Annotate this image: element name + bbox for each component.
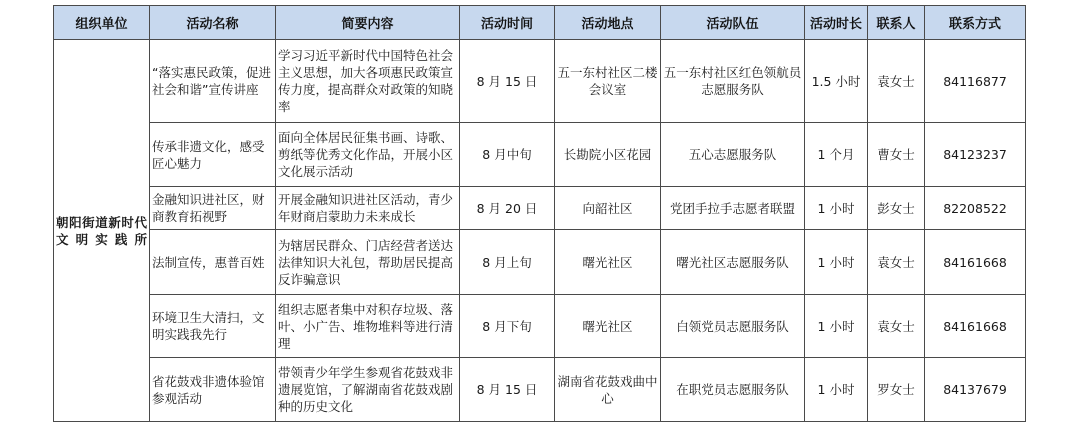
activity-name-cell: 法制宣传，惠普百姓 bbox=[150, 230, 276, 295]
place-cell: 湖南省花鼓戏曲中心 bbox=[555, 358, 661, 422]
phone-cell: 82208522 bbox=[925, 187, 1026, 230]
time-cell: 8 月下旬 bbox=[460, 295, 555, 358]
header-unit: 组织单位 bbox=[54, 6, 150, 40]
content-cell: 面向全体居民征集书画、诗歌、剪纸等优秀文化作品，开展小区文化展示活动 bbox=[276, 123, 460, 187]
table-row bbox=[54, 187, 1026, 230]
time-cell: 8 月 15 日 bbox=[460, 358, 555, 422]
table-row bbox=[54, 358, 1026, 422]
team-cell: 曙光社区志愿服务队 bbox=[661, 230, 805, 295]
duration-cell: 1 小时 bbox=[805, 358, 868, 422]
contact-cell: 袁女士 bbox=[868, 230, 925, 295]
duration-cell: 1 小时 bbox=[805, 187, 868, 230]
phone-cell: 84137679 bbox=[925, 358, 1026, 422]
activity-name-cell: 金融知识进社区，财商教育拓视野 bbox=[150, 187, 276, 230]
table-row bbox=[54, 295, 1026, 358]
team-cell: 白领党员志愿服务队 bbox=[661, 295, 805, 358]
activity-name-cell: 环境卫生大清扫，文明实践我先行 bbox=[150, 295, 276, 358]
header-place: 活动地点 bbox=[555, 6, 661, 40]
header-phone: 联系方式 bbox=[925, 6, 1026, 40]
activity-name-cell: 省花鼓戏非遗体验馆参观活动 bbox=[150, 358, 276, 422]
organization-unit-cell: 朝阳街道新时代文明实践所 bbox=[54, 40, 150, 422]
phone-cell: 84123237 bbox=[925, 123, 1026, 187]
phone-cell: 84161668 bbox=[925, 230, 1026, 295]
team-cell: 五一东村社区红色领航员志愿服务队 bbox=[661, 40, 805, 123]
place-cell: 向韶社区 bbox=[555, 187, 661, 230]
contact-cell: 曹女士 bbox=[868, 123, 925, 187]
place-cell: 长勘院小区花园 bbox=[555, 123, 661, 187]
duration-cell: 1 小时 bbox=[805, 295, 868, 358]
place-cell: 曙光社区 bbox=[555, 295, 661, 358]
content-cell: 开展金融知识进社区活动，青少年财商启蒙助力未来成长 bbox=[276, 187, 460, 230]
table-row bbox=[54, 123, 1026, 187]
contact-cell: 袁女士 bbox=[868, 295, 925, 358]
team-cell: 在职党员志愿服务队 bbox=[661, 358, 805, 422]
activity-name-cell: 传承非遗文化，感受匠心魅力 bbox=[150, 123, 276, 187]
time-cell: 8 月中旬 bbox=[460, 123, 555, 187]
content-cell: 带领青少年学生参观省花鼓戏非遗展览馆，了解湖南省花鼓戏剧种的历史文化 bbox=[276, 358, 460, 422]
duration-cell: 1 个月 bbox=[805, 123, 868, 187]
contact-cell: 袁女士 bbox=[868, 40, 925, 123]
time-cell: 8 月上旬 bbox=[460, 230, 555, 295]
place-cell: 五一东村社区二楼会议室 bbox=[555, 40, 661, 123]
contact-cell: 罗女士 bbox=[868, 358, 925, 422]
team-cell: 五心志愿服务队 bbox=[661, 123, 805, 187]
table-row bbox=[54, 40, 1026, 123]
header-team: 活动队伍 bbox=[661, 6, 805, 40]
header-contact: 联系人 bbox=[868, 6, 925, 40]
duration-cell: 1.5 小时 bbox=[805, 40, 868, 123]
duration-cell: 1 小时 bbox=[805, 230, 868, 295]
content-cell: 为辖居民群众、门店经营者送达法律知识大礼包，帮助居民提高反诈骗意识 bbox=[276, 230, 460, 295]
header-activity-name: 活动名称 bbox=[150, 6, 276, 40]
place-cell: 曙光社区 bbox=[555, 230, 661, 295]
table-row bbox=[54, 230, 1026, 295]
phone-cell: 84161668 bbox=[925, 295, 1026, 358]
content-cell: 组织志愿者集中对积存垃圾、落叶、小广告、堆物堆料等进行清理 bbox=[276, 295, 460, 358]
team-cell: 党团手拉手志愿者联盟 bbox=[661, 187, 805, 230]
header-duration: 活动时长 bbox=[805, 6, 868, 40]
content-cell: 学习习近平新时代中国特色社会主义思想，加大各项惠民政策宣传力度，提高群众对政策的知晓率 bbox=[276, 40, 460, 123]
activity-table bbox=[53, 5, 1026, 422]
header-content: 简要内容 bbox=[276, 6, 460, 40]
contact-cell: 彭女士 bbox=[868, 187, 925, 230]
header-row bbox=[54, 6, 1026, 40]
time-cell: 8 月 20 日 bbox=[460, 187, 555, 230]
activity-name-cell: “落实惠民政策，促进社会和谐”宣传讲座 bbox=[150, 40, 276, 123]
time-cell: 8 月 15 日 bbox=[460, 40, 555, 123]
header-time: 活动时间 bbox=[460, 6, 555, 40]
phone-cell: 84116877 bbox=[925, 40, 1026, 123]
